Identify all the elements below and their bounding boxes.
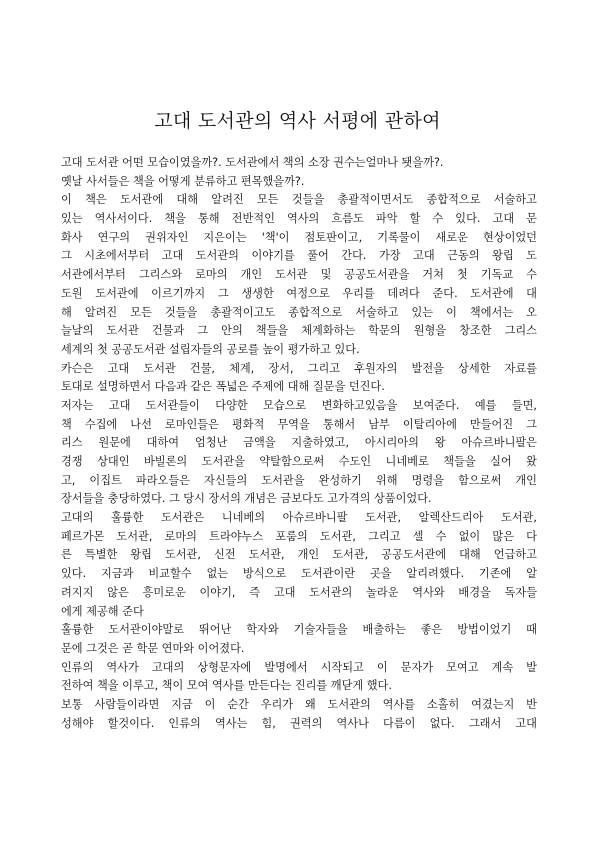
body-text-line: 이 책은 도서관에 대해 알려진 모든 것들을 총괄적이면서도 종합적으로 서술하고 (61, 193, 537, 207)
body-text-line: 고, 이집트 파라오들은 자신들의 도서관을 완성하기 위해 명령을 함으로써 개인 (61, 473, 537, 487)
body-text-line: 토대로 설명하면서 다음과 같은 폭넓은 주제에 대해 질문을 던진다. (61, 380, 385, 394)
body-text-line: 른 특별한 왕립 도서관, 신전 도서관, 개인 도서관, 공공도서관에 대해 언급하고 (61, 548, 537, 562)
body-text-line: 옛날 사서들은 책을 어떻게 분류하고 편목했을까?. (61, 174, 305, 188)
body-text-line: 서관에서부터 그리스와 로마의 개인 도서관 및 공공도서관을 거쳐 첫 기독교 수 (61, 268, 537, 282)
body-text-line: 문에 그것은 곧 학문 연마와 이어졌다. (61, 641, 245, 655)
body-text-line: 리스 원문에 대하여 엄청난 금액을 지출하였고, 아시리아의 왕 아슈르바니팔은 (61, 436, 537, 450)
document-body (61, 154, 537, 733)
body-text-line: 페르가몬 도서관, 로마의 트라야누스 포룸의 도서관, 그리고 셀 수 없이 많은 다 (61, 529, 537, 543)
body-text-line: 고대 도서관 어떤 모습이였을까?. 도서관에서 책의 소장 권수는얼마나 됏을까?. (61, 156, 444, 169)
body-text-line: 경쟁 상대인 바빌론의 도서관을 약탈함으로써 수도인 니네베로 책들을 실어 왔 (61, 455, 537, 468)
body-text-line: 있다. 지금과 비교할수 없는 방식으로 도서관이란 곳을 알리려했다. 기존에 알 (61, 567, 537, 581)
body-text-line: 도원 도서관에 이르기까지 그 생생한 여정으로 우리를 데려다 준다. 도서관에 대 (61, 286, 537, 300)
body-text-line: 책 수집에 나선 로마인들은 평화적 무역을 통해서 남부 이탈리아에 만들어진 그 (61, 417, 537, 431)
body-text-line: 세계의 첫 공공도서관 설립자들의 공로를 높이 평가하고 있다. (61, 342, 360, 356)
document-title: 고대 도서관의 역사 서평에 관하여 (154, 110, 441, 132)
body-text-line: 보통 사람들이라면 지금 이 순간 우리가 왜 도서관의 역사를 소홀히 여겼는지 반 (61, 697, 537, 711)
body-text-line: 저자는 고대 도서관들이 다양한 모습으로 변화하고있음을 보여준다. 예를 들면, (61, 398, 537, 412)
body-text-line: 장서들을 충당하였다. 그 당시 장서의 개념은 금보다도 고가격의 상품이었다. (61, 492, 432, 506)
body-text-line: 늘날의 도서관 건물과 그 안의 책들을 체계화하는 학문의 원형을 창조한 그리스 (61, 324, 537, 338)
body-text-line: 에게 제공해 준다 (61, 604, 144, 618)
body-text-line: 전하여 책을 이루고, 책이 모여 역사를 만든다는 진리를 깨닫게 했다. (61, 679, 392, 693)
body-text-line: 있는 역사서이다. 책을 통해 전반적인 역사의 흐름도 파악 할 수 있다. 고대 문 (61, 212, 537, 226)
body-text-line: 화사 연구의 권위자인 지은이는 '책'이 점토판이고, 기록물이 새로운 현상이었던 (61, 230, 537, 244)
body-text-line: 카슨은 고대 도서관 건물, 체계, 장서, 그리고 후원자의 발전을 상세한 자료를 (61, 361, 537, 375)
body-text-line: 성해야 할것이다. 인류의 역사는 힘, 권력의 역사나 다름이 없다. 그래서 고대 (61, 716, 537, 730)
body-text-line: 훌륭한 도서관이야말로 뛰어난 학자와 기술자들을 배출하는 좋은 방법이었기 때 (61, 623, 537, 637)
body-text-line: 고대의 훌륭한 도서관은 니네베의 아슈르바니팔 도서관, 알렉산드리아 도서관, (61, 511, 537, 525)
body-text-line: 그 시초에서부터 고대 도서관의 이야기를 풀어 간다. 가장 고대 근동의 왕립 도 (61, 249, 537, 263)
body-text-line: 인류의 역사가 고대의 상형문자에 발명에서 시작되고 이 문자가 모여고 계속 발 (61, 660, 537, 674)
body-text-line: 해 알려진 모든 것들을 총괄적이고도 종합적으로 서술하고 있는 이 책에서는 오 (61, 305, 537, 319)
body-text-line: 려지지 않은 흥미로운 이야기, 즉 고대 도서관의 놀라운 역사와 배경을 독자들 (61, 585, 537, 599)
